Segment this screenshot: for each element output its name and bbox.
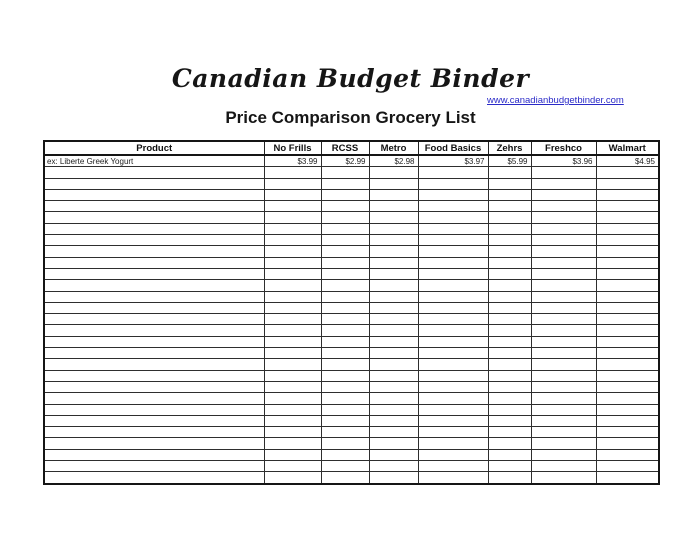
column-header-freshco: Freshco: [531, 141, 596, 155]
empty-cell: [44, 280, 264, 291]
empty-cell: [596, 415, 659, 426]
empty-cell: [488, 178, 531, 189]
column-header-food-basics: Food Basics: [418, 141, 488, 155]
empty-cell: [264, 178, 321, 189]
empty-cell: [369, 370, 418, 381]
empty-cell: [488, 268, 531, 279]
empty-cell: [531, 246, 596, 257]
empty-cell: [264, 302, 321, 313]
price-comparison-table: [43, 140, 660, 485]
empty-cell: [596, 336, 659, 347]
empty-cell: [321, 246, 369, 257]
empty-cell: [369, 302, 418, 313]
empty-cell: [321, 178, 369, 189]
empty-cell: [488, 212, 531, 223]
empty-cell: [488, 280, 531, 291]
empty-cell: [531, 438, 596, 449]
empty-cell: [488, 189, 531, 200]
empty-row: [44, 427, 659, 438]
empty-cell: [369, 212, 418, 223]
empty-cell: [488, 359, 531, 370]
empty-row: [44, 359, 659, 370]
empty-cell: [369, 404, 418, 415]
empty-cell: [531, 167, 596, 178]
empty-cell: [418, 246, 488, 257]
empty-cell: [531, 268, 596, 279]
empty-cell: [418, 438, 488, 449]
empty-cell: [369, 381, 418, 392]
empty-cell: [531, 461, 596, 472]
empty-cell: [369, 427, 418, 438]
empty-cell: [531, 201, 596, 212]
empty-row: [44, 302, 659, 313]
empty-cell: [418, 302, 488, 313]
empty-cell: [418, 291, 488, 302]
empty-cell: [596, 223, 659, 234]
empty-cell: [264, 461, 321, 472]
table-header: [44, 141, 659, 155]
empty-row: [44, 257, 659, 268]
empty-row: [44, 461, 659, 472]
empty-cell: [531, 336, 596, 347]
empty-row: [44, 268, 659, 279]
empty-cell: [488, 415, 531, 426]
empty-cell: [321, 257, 369, 268]
empty-cell: [264, 314, 321, 325]
empty-cell: [44, 257, 264, 268]
empty-cell: [531, 393, 596, 404]
empty-cell: [369, 291, 418, 302]
empty-cell: [531, 404, 596, 415]
empty-cell: [418, 381, 488, 392]
empty-cell: [369, 268, 418, 279]
empty-cell: [418, 268, 488, 279]
empty-cell: [488, 427, 531, 438]
empty-row: [44, 291, 659, 302]
empty-cell: [488, 302, 531, 313]
empty-row: [44, 235, 659, 246]
empty-cell: [369, 246, 418, 257]
empty-cell: [369, 472, 418, 484]
empty-cell: [369, 178, 418, 189]
empty-cell: [531, 370, 596, 381]
empty-row: [44, 472, 659, 484]
empty-cell: [321, 235, 369, 246]
empty-cell: [369, 449, 418, 460]
empty-cell: [264, 291, 321, 302]
empty-row: [44, 348, 659, 359]
empty-cell: [321, 201, 369, 212]
empty-row: [44, 404, 659, 415]
column-header-zehrs: Zehrs: [488, 141, 531, 155]
empty-cell: [596, 212, 659, 223]
empty-cell: [596, 257, 659, 268]
example-row: [44, 155, 659, 167]
empty-cell: [488, 201, 531, 212]
empty-cell: [488, 472, 531, 484]
empty-cell: [44, 393, 264, 404]
empty-cell: [488, 291, 531, 302]
empty-cell: [596, 449, 659, 460]
empty-cell: [264, 438, 321, 449]
empty-row: [44, 336, 659, 347]
empty-cell: [264, 381, 321, 392]
empty-cell: [321, 167, 369, 178]
empty-cell: [418, 427, 488, 438]
empty-cell: [369, 325, 418, 336]
empty-cell: [531, 235, 596, 246]
empty-row: [44, 393, 659, 404]
example-price-cell-no-frills: $3.99: [264, 155, 321, 167]
empty-cell: [596, 359, 659, 370]
empty-cell: [418, 257, 488, 268]
empty-cell: [418, 415, 488, 426]
empty-row: [44, 178, 659, 189]
empty-cell: [321, 427, 369, 438]
empty-cell: [264, 167, 321, 178]
empty-cell: [418, 167, 488, 178]
empty-cell: [321, 189, 369, 200]
empty-cell: [369, 223, 418, 234]
empty-cell: [44, 201, 264, 212]
empty-cell: [531, 212, 596, 223]
empty-cell: [264, 257, 321, 268]
empty-row: [44, 212, 659, 223]
empty-cell: [531, 415, 596, 426]
empty-row: [44, 381, 659, 392]
empty-cell: [418, 404, 488, 415]
empty-cell: [531, 280, 596, 291]
empty-cell: [418, 178, 488, 189]
empty-cell: [369, 280, 418, 291]
empty-cell: [44, 381, 264, 392]
empty-row: [44, 280, 659, 291]
empty-cell: [488, 167, 531, 178]
empty-row: [44, 449, 659, 460]
empty-cell: [531, 257, 596, 268]
empty-cell: [596, 348, 659, 359]
empty-cell: [264, 370, 321, 381]
empty-cell: [596, 268, 659, 279]
empty-cell: [264, 246, 321, 257]
empty-cell: [321, 415, 369, 426]
empty-cell: [44, 189, 264, 200]
empty-row: [44, 438, 659, 449]
empty-cell: [596, 246, 659, 257]
empty-cell: [264, 472, 321, 484]
empty-cell: [264, 359, 321, 370]
empty-cell: [418, 189, 488, 200]
empty-row: [44, 314, 659, 325]
empty-cell: [369, 359, 418, 370]
empty-cell: [488, 246, 531, 257]
empty-cell: [321, 438, 369, 449]
empty-cell: [418, 314, 488, 325]
example-price-cell-freshco: $3.96: [531, 155, 596, 167]
empty-cell: [321, 370, 369, 381]
empty-cell: [418, 393, 488, 404]
empty-cell: [596, 280, 659, 291]
empty-cell: [369, 189, 418, 200]
empty-cell: [369, 461, 418, 472]
empty-cell: [321, 359, 369, 370]
empty-cell: [531, 314, 596, 325]
example-price-cell-zehrs: $5.99: [488, 155, 531, 167]
example-product-cell: ex: Liberte Greek Yogurt: [44, 155, 264, 167]
empty-cell: [596, 235, 659, 246]
empty-cell: [531, 178, 596, 189]
empty-cell: [321, 268, 369, 279]
empty-row: [44, 167, 659, 178]
empty-cell: [531, 302, 596, 313]
empty-cell: [264, 449, 321, 460]
empty-cell: [418, 212, 488, 223]
empty-cell: [264, 223, 321, 234]
empty-cell: [369, 438, 418, 449]
empty-cell: [321, 302, 369, 313]
empty-cell: [44, 449, 264, 460]
empty-cell: [418, 472, 488, 484]
empty-cell: [596, 189, 659, 200]
empty-cell: [488, 438, 531, 449]
empty-cell: [44, 348, 264, 359]
empty-cell: [418, 348, 488, 359]
empty-row: [44, 201, 659, 212]
empty-cell: [264, 212, 321, 223]
column-header-walmart: Walmart: [596, 141, 659, 155]
empty-cell: [321, 291, 369, 302]
website-link[interactable]: www.canadianbudgetbinder.com: [487, 95, 624, 106]
empty-cell: [264, 348, 321, 359]
empty-cell: [488, 348, 531, 359]
empty-cell: [531, 381, 596, 392]
table-body: [44, 155, 659, 484]
empty-cell: [44, 246, 264, 257]
empty-cell: [488, 325, 531, 336]
empty-cell: [531, 223, 596, 234]
empty-cell: [488, 404, 531, 415]
page-subtitle: Price Comparison Grocery List: [225, 108, 476, 127]
empty-cell: [596, 404, 659, 415]
empty-cell: [264, 268, 321, 279]
empty-cell: [44, 212, 264, 223]
empty-cell: [44, 438, 264, 449]
empty-cell: [596, 167, 659, 178]
empty-cell: [44, 404, 264, 415]
empty-cell: [596, 370, 659, 381]
empty-cell: [321, 325, 369, 336]
header-row: [44, 141, 659, 155]
empty-cell: [418, 280, 488, 291]
empty-cell: [596, 302, 659, 313]
empty-cell: [321, 314, 369, 325]
empty-cell: [369, 348, 418, 359]
empty-cell: [488, 393, 531, 404]
empty-cell: [44, 325, 264, 336]
empty-cell: [596, 291, 659, 302]
column-header-rcss: RCSS: [321, 141, 369, 155]
empty-cell: [369, 415, 418, 426]
empty-row: [44, 223, 659, 234]
empty-cell: [44, 178, 264, 189]
empty-cell: [488, 223, 531, 234]
empty-cell: [44, 223, 264, 234]
empty-cell: [264, 393, 321, 404]
empty-cell: [44, 415, 264, 426]
empty-cell: [44, 370, 264, 381]
empty-cell: [531, 291, 596, 302]
empty-cell: [488, 257, 531, 268]
empty-cell: [418, 449, 488, 460]
empty-cell: [418, 461, 488, 472]
empty-cell: [369, 167, 418, 178]
empty-row: [44, 246, 659, 257]
page-title: Canadian Budget Binder: [171, 64, 530, 93]
empty-row: [44, 370, 659, 381]
empty-cell: [418, 201, 488, 212]
empty-cell: [369, 336, 418, 347]
empty-cell: [44, 359, 264, 370]
empty-cell: [488, 449, 531, 460]
empty-cell: [264, 189, 321, 200]
empty-cell: [531, 359, 596, 370]
empty-cell: [264, 235, 321, 246]
empty-cell: [369, 314, 418, 325]
empty-cell: [531, 427, 596, 438]
empty-cell: [531, 472, 596, 484]
empty-cell: [44, 291, 264, 302]
empty-cell: [596, 472, 659, 484]
empty-cell: [44, 472, 264, 484]
empty-cell: [264, 325, 321, 336]
empty-cell: [369, 235, 418, 246]
empty-cell: [369, 201, 418, 212]
example-price-cell-food-basics: $3.97: [418, 155, 488, 167]
empty-cell: [321, 223, 369, 234]
empty-cell: [44, 336, 264, 347]
column-header-no-frills: No Frills: [264, 141, 321, 155]
empty-cell: [596, 178, 659, 189]
empty-cell: [596, 325, 659, 336]
empty-cell: [596, 438, 659, 449]
empty-cell: [488, 235, 531, 246]
empty-cell: [264, 427, 321, 438]
empty-cell: [264, 280, 321, 291]
empty-cell: [321, 393, 369, 404]
empty-cell: [596, 427, 659, 438]
empty-cell: [44, 427, 264, 438]
example-price-cell-walmart: $4.95: [596, 155, 659, 167]
empty-cell: [44, 314, 264, 325]
column-header-metro: Metro: [369, 141, 418, 155]
empty-cell: [44, 268, 264, 279]
empty-cell: [488, 381, 531, 392]
empty-cell: [369, 393, 418, 404]
empty-cell: [264, 201, 321, 212]
empty-cell: [321, 336, 369, 347]
empty-cell: [531, 348, 596, 359]
empty-cell: [44, 461, 264, 472]
empty-cell: [596, 201, 659, 212]
empty-cell: [321, 280, 369, 291]
empty-cell: [596, 381, 659, 392]
empty-cell: [531, 325, 596, 336]
empty-cell: [418, 359, 488, 370]
empty-cell: [596, 393, 659, 404]
empty-cell: [596, 314, 659, 325]
empty-cell: [531, 449, 596, 460]
empty-row: [44, 325, 659, 336]
empty-cell: [418, 370, 488, 381]
empty-cell: [44, 235, 264, 246]
empty-cell: [264, 404, 321, 415]
empty-row: [44, 189, 659, 200]
empty-cell: [44, 167, 264, 178]
empty-cell: [418, 223, 488, 234]
empty-cell: [321, 472, 369, 484]
empty-cell: [531, 189, 596, 200]
empty-cell: [321, 348, 369, 359]
empty-cell: [44, 302, 264, 313]
empty-cell: [488, 461, 531, 472]
empty-row: [44, 415, 659, 426]
empty-cell: [488, 336, 531, 347]
column-header-product: Product: [44, 141, 264, 155]
empty-cell: [264, 415, 321, 426]
empty-cell: [321, 461, 369, 472]
example-price-cell-rcss: $2.99: [321, 155, 369, 167]
empty-cell: [264, 336, 321, 347]
empty-cell: [321, 381, 369, 392]
empty-cell: [321, 449, 369, 460]
empty-cell: [321, 212, 369, 223]
empty-cell: [418, 336, 488, 347]
empty-cell: [418, 325, 488, 336]
empty-cell: [488, 314, 531, 325]
empty-cell: [321, 404, 369, 415]
example-price-cell-metro: $2.98: [369, 155, 418, 167]
empty-cell: [596, 461, 659, 472]
empty-cell: [488, 370, 531, 381]
empty-cell: [369, 257, 418, 268]
empty-cell: [418, 235, 488, 246]
